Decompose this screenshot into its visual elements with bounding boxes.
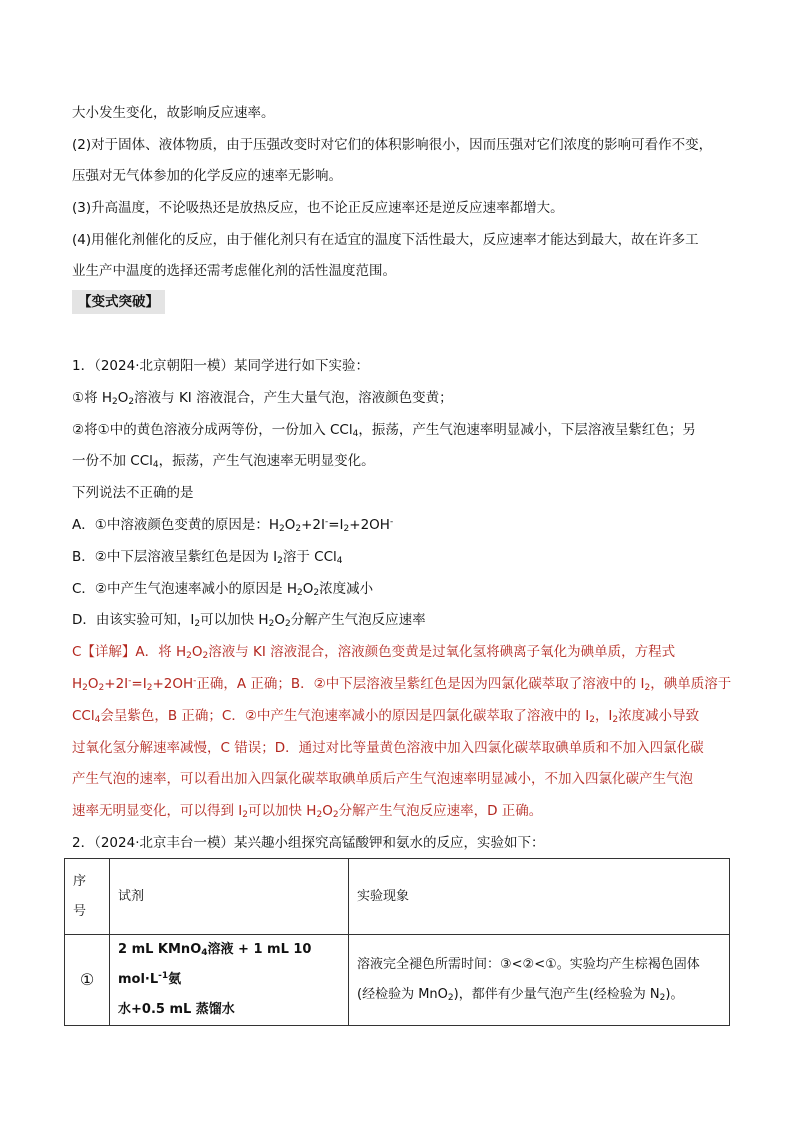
row-reagent-line-a: 2 mL KMnO$_4$溶液 + 1 mL 10 $mol\cdot L^{-1}$氨	[118, 942, 312, 987]
intro-line-1: 大小发生变化，故影响反应速率。	[72, 105, 275, 121]
header-reagent: 试剂	[110, 859, 349, 935]
q1-ask: 下列说法不正确的是	[72, 485, 194, 501]
header-no-line-1: 序	[73, 873, 87, 889]
header-no-line-2: 号	[73, 903, 87, 919]
row-phenomenon-line-b: (经检验为 MnO$_2$)，都伴有少量气泡产生(经检验为 $N_2$)。	[357, 987, 684, 1003]
q1-stem: 1．（2024·北京朝阳一模）某同学进行如下实验：	[72, 358, 369, 374]
table-row	[65, 935, 730, 1026]
intro-item-3: (3)升高温度，不论吸热还是放热反应，也不论正反应速率还是逆反应速率都增大。	[72, 200, 564, 216]
q1-step-2-line-b: 一份不加 CCl$_4$，振荡，产生气泡速率无明显变化。	[72, 453, 375, 470]
intro-item-2-line-a: (2)对于固体、液体物质，由于压强改变时对它们的体积影响很小，因而压强对它们浓度的影响可看作不变，	[72, 137, 713, 153]
answer-line-1: C【详解】A．将 $H_2O_2$溶液与 KI 溶液混合，溶液颜色变黄是过氧化氢将碘离子氧化为碘单质，方程式	[72, 644, 676, 661]
answer-line-6: 速率无明显变化，可以得到 $I_2$可以加快 $H_2O_2$分解产生气泡反应速率，D 正确。	[72, 803, 543, 820]
q1-option-c: C．②中产生气泡速率减小的原因是 $H_2O_2$浓度减小	[72, 581, 374, 598]
q1-option-b: B．②中下层溶液呈紫红色是因为 $I_2$溶于 CCl$_4$	[72, 549, 343, 566]
experiment-table	[64, 858, 730, 1026]
section-heading: 【变式突破】	[72, 290, 165, 314]
row-no: ①	[65, 935, 110, 1026]
q1-option-a: A．①中溶液颜色变黄的原因是：$H_2O_2+2I^-=I_2+2OH^-$	[72, 517, 394, 534]
answer-line-2: $H_2O_2+2I^-=I_2+2OH^-$正确，A 正确；B．②中下层溶液呈紫红色是因为四氯化碳萃取了溶液中的 $I_2$，碘单质溶于	[72, 676, 732, 693]
answer-line-3: CCl$_4$会呈紫色，B 正确；C．②中产生气泡速率减小的原因是四氯化碳萃取了溶液中的 $I_2$，$I_2$浓度减小导致	[72, 708, 700, 725]
row-reagent	[110, 935, 349, 1026]
row-phenomenon-line-a: 溶液完全褪色所需时间：③<②<①。实验均产生棕褐色固体	[357, 957, 700, 972]
q1-step-2-line-a: ②将①中的黄色溶液分成两等份，一份加入 CCl$_4$，振荡，产生气泡速率明显减小，下层溶液呈紫红色；另	[72, 422, 696, 439]
q1-step-1: ①将 $H_2O_2$溶液与 KI 溶液混合，产生大量气泡，溶液颜色变黄；	[72, 390, 453, 407]
q2-stem: 2．（2024·北京丰台一模）某兴趣小组探究高锰酸钾和氨水的反应，实验如下：	[72, 835, 545, 851]
q1-option-d: D．由该实验可知，$I_2$可以加快 $H_2O_2$分解产生气泡反应速率	[72, 612, 426, 629]
intro-item-2-line-b: 压强对无气体参加的化学反应的速率无影响。	[72, 168, 342, 184]
intro-item-4-line-a: (4)用催化剂催化的反应，由于催化剂只有在适宜的温度下活性最大，反应速率才能达到最大，故在许多工	[72, 232, 699, 248]
header-phenomenon: 实验现象	[349, 859, 730, 935]
answer-line-5: 产生气泡的速率，可以看出加入四氯化碳萃取碘单质后产生气泡速率明显减小，不加入四氯化碳产生气泡	[72, 771, 693, 787]
table-header-row	[65, 859, 730, 935]
answer-line-4: 过氧化氢分解速率减慢，C 错误；D．通过对比等量黄色溶液中加入四氯化碳萃取碘单质和不加入四氯化碳	[72, 740, 704, 756]
intro-item-4-line-b: 业生产中温度的选择还需考虑催化剂的活性温度范围。	[72, 263, 396, 279]
row-reagent-line-b: 水+0.5 mL 蒸馏水	[118, 1002, 235, 1017]
row-phenomenon	[349, 935, 730, 1026]
header-no	[65, 859, 110, 935]
